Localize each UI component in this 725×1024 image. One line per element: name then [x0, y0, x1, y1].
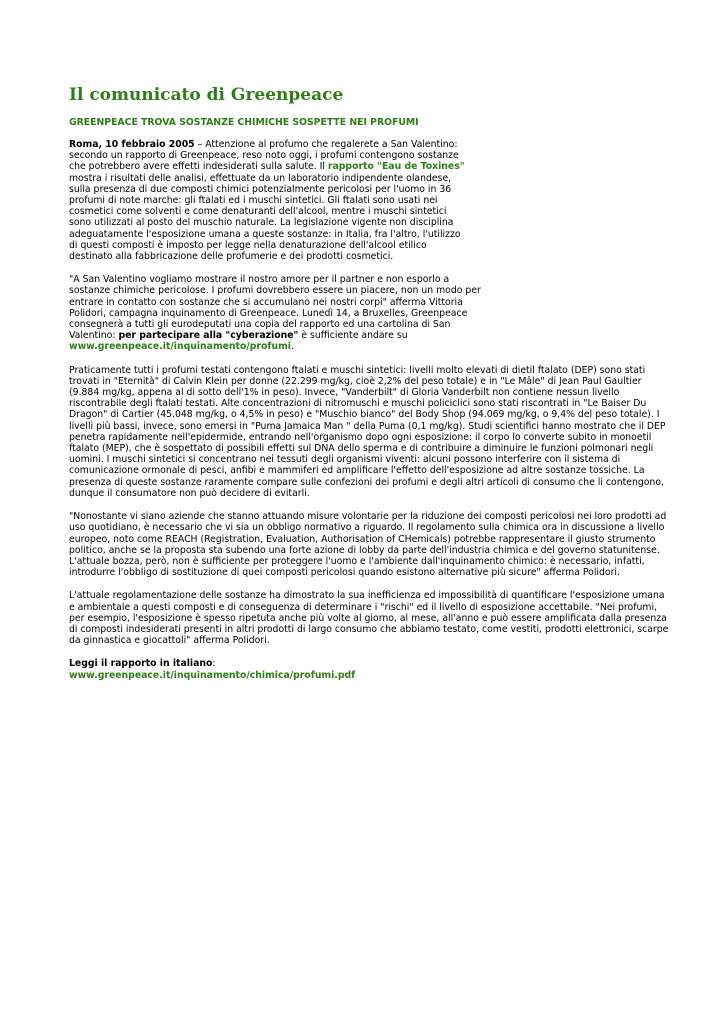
- profumi-link[interactable]: www.greenpeace.it/inquinamento/profumi: [69, 341, 291, 353]
- page-title: Il comunicato di Greenpeace: [69, 85, 344, 105]
- paragraph-quote: [69, 274, 481, 352]
- read-report-colon: :: [212, 658, 216, 670]
- cyberaction-callout: per partecipare alla "cyberazione": [118, 330, 299, 342]
- intro-text-b: mostra i risultati delle analisi, effettuate da un laboratorio indipendente olandese, sulla presenza di due composti chimici potenzialmente pericolosi per l'uomo in 36 profumi di note marche: gli ftalati ed i muschi sintetici. Gli ftalati sono usati nei cosmetici come solventi e come denaturanti dell'alcool, mentre i muschi sintetici sono utilizzati al posto del muschio naturale. La legislazione vigente non disciplina adeguatamente l'esposizione umana a queste sostanze: in Italia, fra l'altro, l'utilizzo di questi composti è imposto per legge nella denaturazione dell'alcool etilico destinato alla fabbricazione delle profumerie e dei prodotti cosmetici.: [69, 172, 461, 263]
- read-report-line: [69, 658, 669, 680]
- report-pdf-link[interactable]: www.greenpeace.it/inquinamento/chimica/profumi.pdf: [69, 669, 356, 681]
- read-report-label: Leggi il rapporto in italiano: [69, 658, 213, 670]
- quote-text-c: .: [290, 341, 294, 353]
- article-subtitle: GREENPEACE TROVA SOSTANZE CHIMICHE SOSPETTE NEI PROFUMI: [69, 117, 419, 128]
- paragraph-regulation: "Nonostante vi siano aziende che stanno attuando misure volontarie per la riduzione dei composti pericolosi nei loro prodotti ad uso quotidiano, è necessario che vi sia un obbligo normativo a riguardo. Il regolamento sulla chimica ora in discussione a livello europeo, noto come REACH (Registration, Evaluation, Authorisation of CHemicals) potrebbe rappresentare il giusto strumento politico, anche se la proposta sta subendo una forte azione di lobby da parte dell'industria chimica e del governo statunitense. L'attuale bozza, però, non è sufficiente per proteggere l'uomo e l'ambiente dall'inquinamento chimico: è necessario, infatti, introdurre l'obbligo di sostituzione di quei composti pericolosi quando esistono alternative più sicure" afferma Polidori.: [69, 511, 667, 579]
- dateline: Roma, 10 febbraio 2005: [69, 139, 195, 150]
- paragraph-exposure: L'attuale regolamentazione delle sostanze ha dimostrato la sua inefficienza ed impossibilità di quantificare l'esposizione umana e ambientale a questi composti e di conseguenza di determinare i "rischi" ed il livello di esposizione accettabile. "Nei profumi, per esempio, l'esposizione è spesso ripetuta anche più volte al giorno, al mese, all'anno e può essere amplificata dalla presenza di composti indesiderati presenti in altri prodotti di largo consumo che abbiamo testato, come vestiti, prodotti elettronici, scarpe da ginnastica e giocattoli" afferma Polidori.: [69, 590, 669, 647]
- article: [69, 84, 669, 681]
- paragraph-intro: [69, 139, 469, 262]
- report-link[interactable]: rapporto "Eau de Toxines": [327, 161, 465, 173]
- quote-text-a: "A San Valentino vogliamo mostrare il nostro amore per il partner e non esporlo a sostanze chimiche pericolose. I profumi dovrebbero essere un piacere, non un modo per entrare in contatto con sostanze che si accumulano nei nostri corpi" afferma Vittoria Polidori, campagna inquinamento di Greenpeace. Lunedì 14, a Bruxelles, Greenpeace consegnerà a tutti gli eurodeputati una copia del rapporto ed una cartolina di San Valentino:: [69, 274, 481, 342]
- intro-text-a: – Attenzione al profumo che regalerete a San Valentino: secondo un rapporto di Greenpeace, reso noto oggi, i profumi contengono sostanze che potrebbero avere effetti indesiderati sulla salute. Il: [69, 139, 459, 173]
- quote-text-b: è sufficiente andare su: [298, 330, 408, 342]
- paragraph-results: Praticamente tutti i profumi testati contengono ftalati e muschi sintetici: livelli molto elevati di dietil ftalato (DEP) sono stati trovati in "Eternità" di Calvin Klein per donne (22.299 mg/kg, cioè 2,2% del peso totale) e in "Le Mâle" di Jean Paul Gaultier (9.884 mg/kg, appena al di sotto dell'1% in peso). Invece, "Vanderbilt" di Gloria Vanderbilt non contiene nessun livello riscontrabile degli ftalati testati. Alte concentrazioni di nitromuschi e muschi policiclici sono stati riscontrati in "Le Baiser Du Dragon" di Cartier (45.048 mg/kg, o 4,5% in peso) e "Muschio bianco" del Body Shop (94.069 mg/kg, o 9,4% del peso totale). I livelli più bassi, invece, sono emersi in "Puma Jamaica Man " della Puma (0,1 mg/kg). Studi scientifici hanno mostrato che il DEP penetra rapidamente nell'epidermide, entrando nell'organismo dopo ogni esposizione: il corpo lo converte subito in monoetil ftalato (MEP), che è sospettato di possibili effetti sul DNA dello sperma e di contribuire a diminuire le funzioni polmonari negli uomini. I muschi sintetici si concentrano nei tessuti degli organismi viventi: alcuni possono interferire con il sistema di comunicazione ormonale di pesci, anfibi e mammiferi ed amplificare l'effetto dell'esposizione ad altre sostanze tossiche. La presenza di queste sostanze raramente compare sulle confezioni dei profumi e degli altri articoli di consumo che li contengono, dunque il consumatore non può decidere di evitarli.: [69, 364, 666, 499]
